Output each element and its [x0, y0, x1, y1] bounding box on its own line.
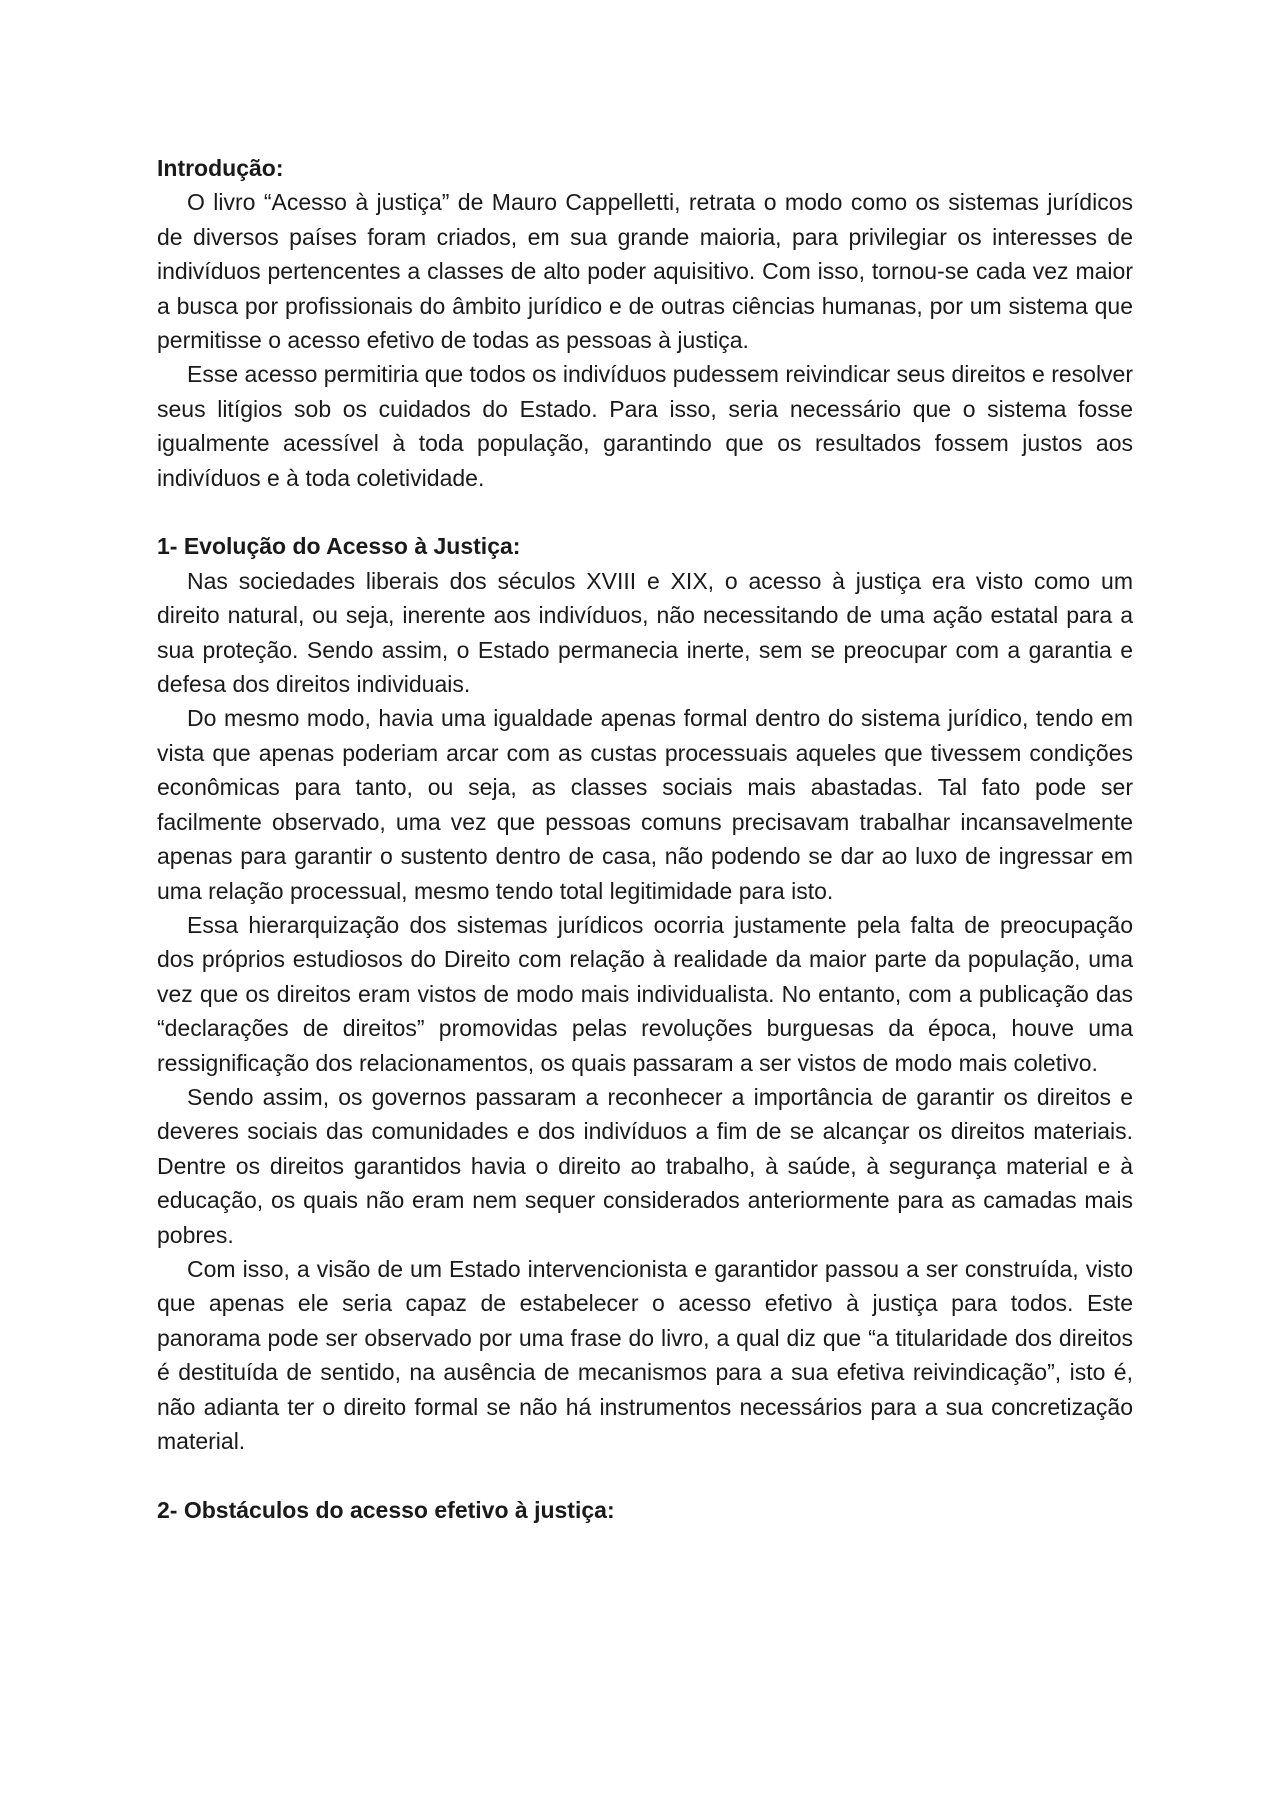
section-spacer [157, 495, 1133, 529]
paragraph: Sendo assim, os governos passaram a reconhecer a importância de garantir os direitos e deveres sociais das comunidades e dos indivíduos a fim de se alcançar os direitos materiais. Dentre os direitos garantidos havia o direito ao trabalho, à saúde, à segurança material e à educação, os quais não eram nem sequer considerados anteriormente para as camadas mais pobres. [157, 1083, 1133, 1248]
paragraph: O livro “Acesso à justiça” de Mauro Cappelletti, retrata o modo como os sistemas jurídicos de diversos países foram criados, em sua grande maioria, para privilegiar os interesses de indivíduos pertencentes a classes de alto poder aquisitivo. Com isso, tornou-se cada vez maior a busca por profissionais do âmbito jurídico e de outras ciências humanas, por um sistema que permitisse o acesso efetivo de todas as pessoas à justiça. [157, 189, 1133, 354]
section-heading: Introdução: [157, 155, 284, 181]
paragraph: Do mesmo modo, havia uma igualdade apenas formal dentro do sistema jurídico, tendo em vista que apenas poderiam arcar com as custas processuais aqueles que tivessem condições econômicas para tanto, ou seja, as classes sociais mais abastadas. Tal fato pode ser facilmente observado, uma vez que pessoas comuns precisavam trabalhar incansavelmente apenas para garantir o sustento dentro de casa, não podendo se dar ao luxo de ingressar em uma relação processual, mesmo tendo total legitimidade para isto. [157, 705, 1133, 904]
section-evolucao [157, 529, 1133, 1458]
paragraph: Esse acesso permitiria que todos os indivíduos pudessem reivindicar seus direitos e resolver seus litígios sob os cuidados do Estado. Para isso, seria necessário que o sistema fosse igualmente acessível à toda população, garantindo que os resultados fossem justos aos indivíduos e à toda coletividade. [157, 361, 1134, 491]
document-body [157, 151, 1133, 1527]
section-spacer [157, 1458, 1133, 1492]
paragraph: Essa hierarquização dos sistemas jurídicos ocorria justamente pela falta de preocupação dos próprios estudiosos do Direito com relação à realidade da maior parte da população, uma vez que os direitos eram vistos de modo mais individualista. No entanto, com a publicação das “declarações de direitos” promovidas pelas revoluções burguesas da época, houve uma ressignificação dos relacionamentos, os quais passaram a ser vistos de modo mais coletivo. [157, 911, 1133, 1076]
paragraph: Com isso, a visão de um Estado intervencionista e garantidor passou a ser construída, visto que apenas ele seria capaz de estabelecer o acesso efetivo à justiça para todos. Este panorama pode ser observado por uma frase do livro, a qual diz que “a titularidade dos direitos é destituída de sentido, na ausência de mecanismos para a sua efetiva reivindicação”, isto é, não adianta ter o direito formal se não há instrumentos necessários para a sua concretização material. [157, 1255, 1133, 1455]
section-heading: 1- Evolução do Acesso à Justiça: [157, 533, 521, 560]
section-obstaculos [157, 1493, 1133, 1527]
section-heading: 2- Obstáculos do acesso efetivo à justiça: [157, 1496, 615, 1523]
section-introducao [157, 151, 1133, 495]
paragraph: Nas sociedades liberais dos séculos XVIII e XIX, o acesso à justiça era visto como um direito natural, ou seja, inerente aos indivíduos, não necessitando de uma ação estatal para a sua proteção. Sendo assim, o Estado permanecia inerte, sem se preocupar com a garantia e defesa dos direitos individuais. [157, 567, 1133, 698]
